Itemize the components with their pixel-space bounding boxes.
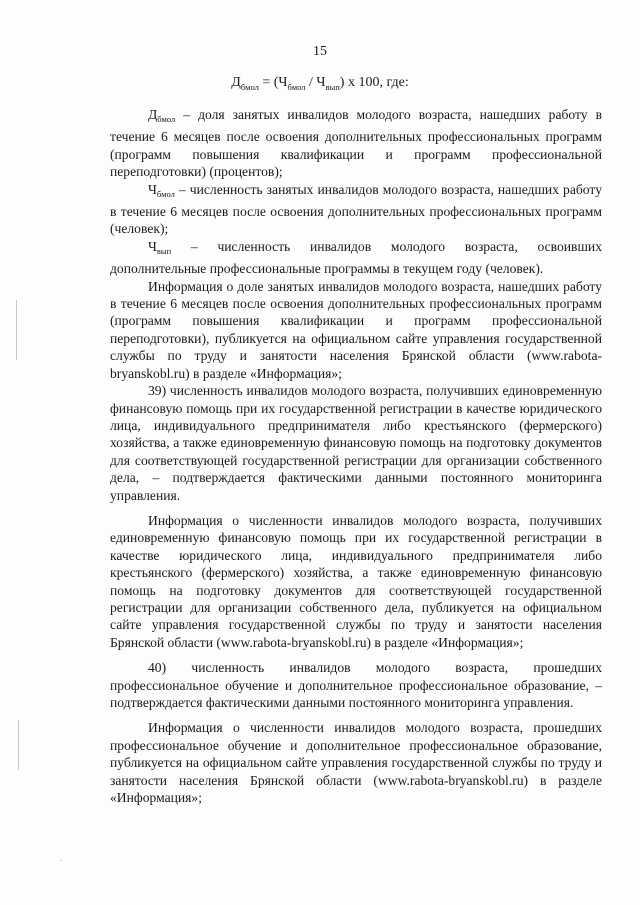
definition-text: – численность занятых инвалидов молодого возраста, нашедших работу в течение 6 месяцев после освоения дополнительных профессиональных программ (человек); [110, 181, 602, 237]
formula [0, 75, 640, 92]
definition-item [110, 238, 602, 278]
paragraph-item-40: 40) численность инвалидов молодого возраста, прошедших профессиональное обучение и дополнительное профессиональное образование, – подтверждается фактическими данными постоянного мониторинга управления. [110, 660, 602, 710]
page-number: 15 [313, 44, 327, 59]
formula-tail: ) х 100, где: [339, 75, 409, 90]
formula-num-sub: бмол [287, 81, 306, 92]
paragraph-info-share: Информация о доле занятых инвалидов молодого возраста, нашедших работу в течение 6 месяцев после освоения дополнительных профессиональных программ (программ повышения квалификации и программ профессиональной переподготовки), публикуется на официальном сайте управления государственной службы по труду и занятости населения Брянской области (www.rabota-bryanskobl.ru) в разделе «Информация»; [110, 278, 602, 381]
definition-item [110, 181, 602, 238]
body-text [110, 106, 602, 806]
definition-symbol-sub: вып [156, 245, 172, 256]
formula-lhs: Д [231, 75, 241, 90]
definition-symbol-sub: бмол [157, 114, 176, 124]
definition-text: – численность инвалидов молодого возраста, освоивших дополнительные профессиональные программы в текущем году (человек). [110, 238, 602, 277]
scan-edge-mark [18, 720, 19, 770]
formula-den-sub: вып [325, 81, 340, 92]
scan-edge-mark [16, 300, 17, 360]
definition-symbol: Ч [148, 181, 157, 197]
formula-div: / Ч [305, 75, 326, 90]
definition-symbol: Д [148, 107, 158, 122]
formula-lhs-sub: бмол [240, 81, 259, 92]
paragraph-info-training: Информация о численности инвалидов молодого возраста, прошедших профессиональное обучение и дополнительное профессиональное образование, публикуется на официальном сайте управления государственной службы по труду и занятости населения Брянской области (www.rabota-bryanskobl.ru) в разделе «Информация»; [110, 720, 602, 806]
formula-eq: = (Ч [258, 75, 288, 90]
definition-symbol-sub: бмол [156, 188, 175, 199]
paragraph-item-39: 39) численность инвалидов молодого возраста, получивших единовременную финансовую помощь при их государственной регистрации в качестве юридического лица, индивидуального предпринимателя либо крестьянского (фермерского) хозяйства, а также единовременную финансовую помощь на подготовку документов для соответствующей государственной регистрации для организации собственного дела, – подтверждается фактическими данными постоянного мониторинга управления. [110, 383, 602, 503]
definition-text: – доля занятых инвалидов молодого возраста, нашедших работу в течение 6 месяцев после освоения дополнительных профессиональных программ (программ повышения квалификации и программ профессиональной переподготовки) (процентов); [110, 107, 602, 180]
scan-edge-mark [60, 860, 62, 861]
paragraph-info-financial-aid: Информация о численности инвалидов молодого возраста, получивших единовременную финансовую помощь при их государственной регистрации в качестве юридического лица, индивидуального предпринимателя либо крестьянского (фермерского) хозяйства, а также единовременную финансовую помощь на подготовку документов для соответствующей государственной регистрации для организации собственного дела, публикуется на официальном сайте управления государственной службы по труду и занятости населения Брянской области (www.rabota-bryanskobl.ru) в разделе «Информация»; [110, 512, 602, 650]
definition-item [110, 106, 602, 181]
definition-symbol: Ч [148, 238, 157, 254]
